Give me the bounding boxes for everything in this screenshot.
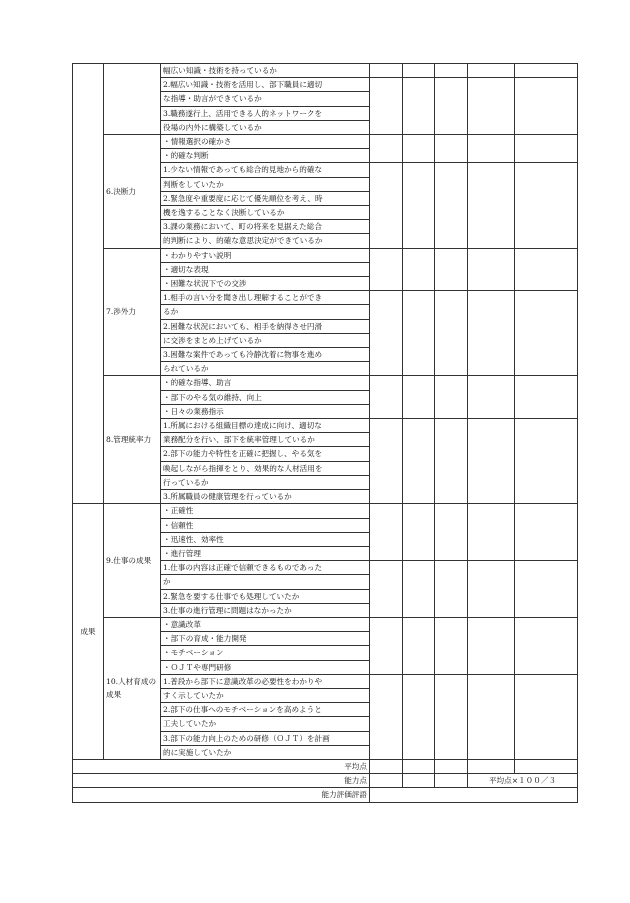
score-cell[interactable] — [468, 561, 515, 618]
score-cell[interactable] — [403, 774, 435, 788]
score-cell[interactable] — [403, 759, 435, 773]
item-name: 6.決断力 — [104, 135, 161, 249]
score-cell[interactable] — [370, 163, 403, 248]
score-cell[interactable] — [515, 759, 578, 773]
score-cell[interactable] — [515, 674, 578, 759]
evaluation-question: 判断をしていたか — [161, 177, 370, 191]
evaluation-question: か — [161, 575, 370, 589]
evaluation-point: ・情報選択の確かさ — [161, 135, 370, 149]
evaluation-question: 3.課の業務において、町の将来を見据えた総合 — [161, 220, 370, 234]
evaluation-question: 役場の内外に構築しているか — [161, 120, 370, 134]
score-cell[interactable] — [468, 419, 515, 504]
score-cell[interactable] — [370, 674, 403, 759]
score-cell[interactable] — [515, 78, 578, 135]
evaluation-point: ・日々の業務指示 — [161, 404, 370, 418]
score-cell[interactable] — [370, 135, 403, 163]
evaluation-point: ・的確な判断 — [161, 149, 370, 163]
evaluation-question: 2.緊急度や重要度に応じて優先順位を考え、時 — [161, 191, 370, 205]
evaluation-question: 行っているか — [161, 475, 370, 489]
table-row — [73, 617, 578, 631]
score-cell[interactable] — [515, 419, 578, 504]
score-cell[interactable] — [435, 504, 468, 561]
score-cell[interactable] — [403, 617, 435, 674]
score-cell[interactable] — [435, 78, 468, 135]
score-cell[interactable] — [468, 78, 515, 135]
score-cell[interactable] — [370, 504, 403, 561]
score-cell[interactable] — [435, 674, 468, 759]
evaluation-table — [72, 63, 578, 803]
evaluation-point: ・ＯＪＴや専門研修 — [161, 660, 370, 674]
evaluation-question: 喚起しながら指揮をとり、効果的な人材活用を — [161, 461, 370, 475]
table-row — [73, 376, 578, 390]
ability-rating-label: 能力評価評語 — [73, 788, 370, 802]
evaluation-question: 1.普段から部下に意識改革の必要性をわかりや — [161, 674, 370, 688]
table-row — [73, 504, 578, 518]
score-cell[interactable] — [468, 291, 515, 376]
score-cell[interactable] — [468, 617, 515, 674]
evaluation-question: られているか — [161, 362, 370, 376]
item-name — [104, 64, 161, 135]
evaluation-question: 3.仕事の進行管理に問題はなかったか — [161, 603, 370, 617]
score-cell[interactable] — [515, 617, 578, 674]
score-cell[interactable] — [370, 248, 403, 291]
average-row — [73, 759, 578, 773]
average-label: 平均点 — [73, 759, 370, 773]
ability-rating-row — [73, 788, 578, 802]
score-cell[interactable] — [403, 291, 435, 376]
evaluation-question: 1.仕事の内容は正確で信頼できるものであった — [161, 561, 370, 575]
evaluation-question: 2.幅広い知識・技術を活用し、部下職員に適切 — [161, 78, 370, 92]
evaluation-question: 1.相手の言い分を聞き出し理解することができ — [161, 291, 370, 305]
evaluation-point: ・的確な指導、助言 — [161, 376, 370, 390]
table-row — [73, 248, 578, 262]
evaluation-question: 2.部下の能力や特性を正確に把握し、やる気を — [161, 447, 370, 461]
evaluation-question: 2.部下の仕事へのモチベーションを高めようと — [161, 703, 370, 717]
rating-cell[interactable] — [370, 788, 578, 802]
score-cell[interactable] — [403, 376, 435, 419]
ability-score-label: 能力点 — [73, 774, 370, 788]
formula-cell: 平均点×１００／３ — [468, 774, 578, 788]
score-cell[interactable] — [370, 419, 403, 504]
score-cell[interactable] — [403, 419, 435, 504]
evaluation-question: な指導・助言ができているか — [161, 92, 370, 106]
score-cell[interactable] — [370, 64, 403, 78]
table-row — [73, 64, 578, 78]
score-cell[interactable] — [370, 617, 403, 674]
score-cell[interactable] — [403, 674, 435, 759]
item-name: 10.人材育成の成果 — [104, 617, 161, 759]
evaluation-point: ・正確性 — [161, 504, 370, 518]
score-cell[interactable] — [468, 163, 515, 248]
category-label: 成果 — [73, 504, 104, 760]
score-cell[interactable] — [435, 419, 468, 504]
evaluation-point: ・モチベーション — [161, 646, 370, 660]
evaluation-question: 1.所属における組織目標の達成に向け、適切な — [161, 419, 370, 433]
evaluation-question: 的判断により、的確な意思決定ができているか — [161, 234, 370, 248]
score-cell[interactable] — [468, 135, 515, 163]
score-cell[interactable] — [403, 504, 435, 561]
evaluation-question: 2.緊急を要する仕事でも処理していたか — [161, 589, 370, 603]
evaluation-question: 工夫していたか — [161, 717, 370, 731]
evaluation-point: ・意識改革 — [161, 617, 370, 631]
evaluation-question: 1.少ない情報であっても総合的見地から的確な — [161, 163, 370, 177]
evaluation-question: に交渉をまとめ上げているか — [161, 333, 370, 347]
score-cell[interactable] — [468, 376, 515, 419]
score-cell[interactable] — [515, 248, 578, 291]
evaluation-point: ・困難な状況下での交渉 — [161, 277, 370, 291]
score-cell[interactable] — [370, 759, 403, 773]
score-cell[interactable] — [435, 561, 468, 618]
evaluation-question: すく示していたか — [161, 688, 370, 702]
score-cell[interactable] — [403, 78, 435, 135]
score-cell[interactable] — [435, 291, 468, 376]
score-cell[interactable] — [515, 163, 578, 248]
score-cell[interactable] — [370, 376, 403, 419]
evaluation-question: 的に実施していたか — [161, 745, 370, 759]
evaluation-point: 幅広い知識・技術を持っているか — [161, 64, 370, 78]
score-cell[interactable] — [435, 135, 468, 163]
score-cell[interactable] — [515, 376, 578, 419]
score-cell[interactable] — [435, 774, 468, 788]
score-cell[interactable] — [468, 64, 515, 78]
ability-score-row — [73, 774, 578, 788]
evaluation-question: るか — [161, 305, 370, 319]
score-cell[interactable] — [435, 759, 468, 773]
score-cell[interactable] — [370, 78, 403, 135]
evaluation-question: 3.部下の能力向上のための研修（ＯＪＴ）を計画 — [161, 731, 370, 745]
category-label — [73, 64, 104, 504]
evaluation-question: 3.職務遂行上、活用できる人的ネットワークを — [161, 106, 370, 120]
score-cell[interactable] — [435, 64, 468, 78]
score-cell[interactable] — [403, 163, 435, 248]
evaluation-point: ・迅速性、効率性 — [161, 532, 370, 546]
score-cell[interactable] — [435, 617, 468, 674]
evaluation-point: ・部下のやる気の維持、向上 — [161, 390, 370, 404]
score-cell[interactable] — [370, 561, 403, 618]
evaluation-question: 2.困難な状況においても、相手を納得させ円滑 — [161, 319, 370, 333]
score-cell[interactable] — [435, 248, 468, 291]
evaluation-question: 3.所属職員の健康管理を行っているか — [161, 490, 370, 504]
table-row — [73, 135, 578, 149]
evaluation-point: ・部下の育成・能力開発 — [161, 632, 370, 646]
evaluation-point: ・進行管理 — [161, 546, 370, 560]
score-cell[interactable] — [403, 561, 435, 618]
score-cell[interactable] — [403, 64, 435, 78]
score-cell[interactable] — [515, 561, 578, 618]
score-cell[interactable] — [403, 135, 435, 163]
score-cell[interactable] — [515, 504, 578, 561]
score-cell[interactable] — [515, 135, 578, 163]
evaluation-question: 業務配分を行い、部下を統率管理しているか — [161, 433, 370, 447]
score-cell[interactable] — [468, 759, 515, 773]
score-cell[interactable] — [435, 376, 468, 419]
score-cell[interactable] — [370, 291, 403, 376]
item-name: 7.渉外力 — [104, 248, 161, 376]
score-cell[interactable] — [403, 248, 435, 291]
item-name: 9.仕事の成果 — [104, 504, 161, 618]
evaluation-point: ・信頼性 — [161, 518, 370, 532]
item-name: 8.管理統率力 — [104, 376, 161, 504]
score-cell[interactable] — [515, 64, 578, 78]
score-cell[interactable] — [435, 163, 468, 248]
evaluation-question: 3.困難な案件であっても冷静沈着に物事を進め — [161, 348, 370, 362]
score-cell[interactable] — [468, 248, 515, 291]
score-cell[interactable] — [468, 504, 515, 561]
score-cell[interactable] — [468, 674, 515, 759]
evaluation-point: ・適切な表現 — [161, 262, 370, 276]
score-cell[interactable] — [370, 774, 403, 788]
evaluation-question: 機を逸することなく決断しているか — [161, 206, 370, 220]
evaluation-point: ・わかりやすい説明 — [161, 248, 370, 262]
score-cell[interactable] — [515, 291, 578, 376]
